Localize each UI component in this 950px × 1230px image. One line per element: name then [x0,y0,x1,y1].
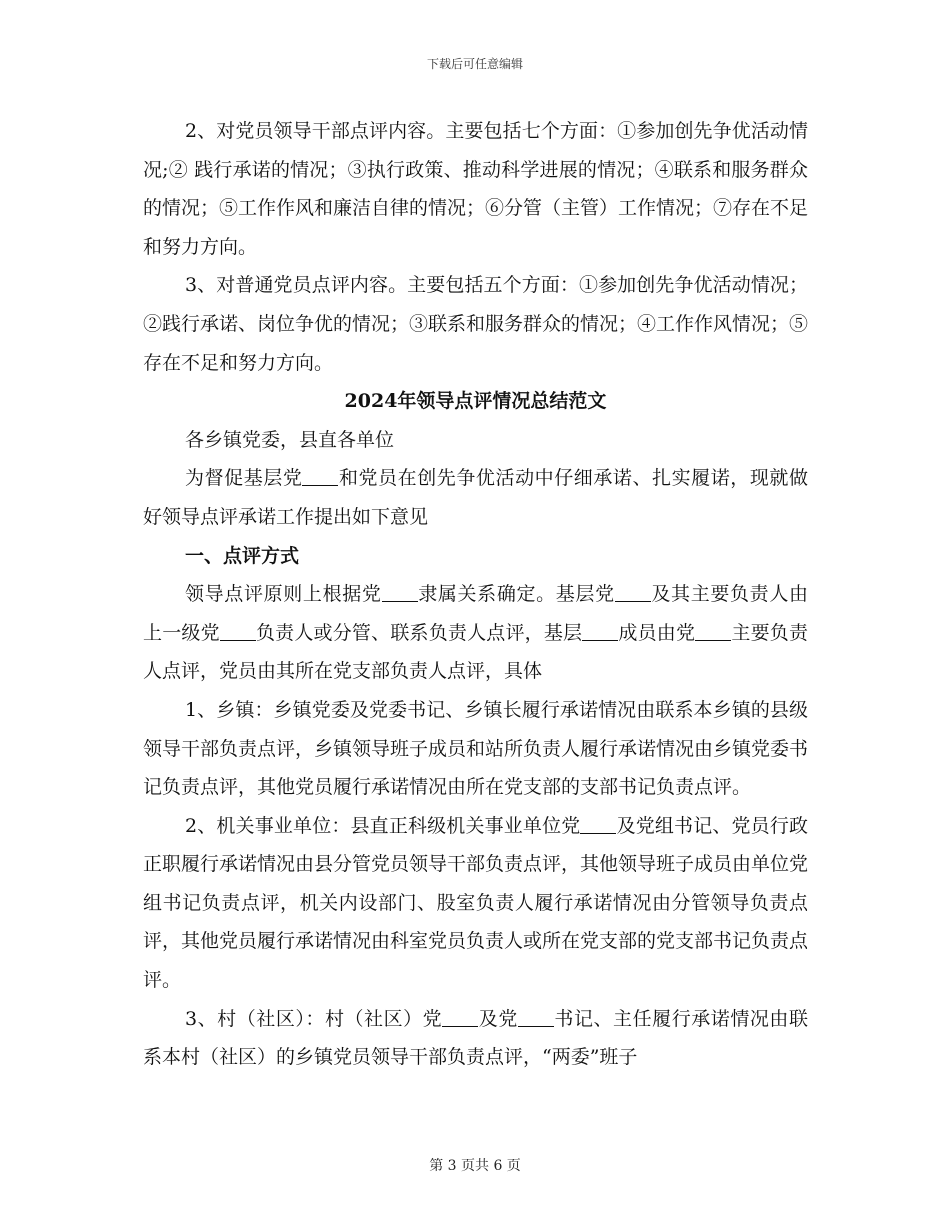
page-footer: 第 3 页共 6 页 [429,1158,521,1174]
item-village: 3、村（社区）：村（社区）党 及党 书记、主任履行承诺情况由联系本村（社区）的乡镇党员领导干部负责点评，“两委”班子 [143,1007,808,1069]
blank-line [442,1008,478,1027]
item-institutions: 2、机关事业单位：县直正科级机关事业单位党 及党组书记、党员行政正职履行承诺情况由县分管党员领导干部负责点评，其他领导班子成员由单位党组书记负责点评，机关内设部门、股室负责人履行承诺情况由分管领导负责点评，其他党员履行承诺情况由科室党员负责人或所在党支部的党支部书记负责点评。 [143,814,809,992]
document-body [143,112,808,1077]
blank-line [582,622,618,641]
blank-line [220,622,256,641]
method-paragraph: 领导点评原则上根据党 隶属关系确定。基层党 及其主要负责人由上一级党 负责人或分管、联系负责人点评，基层 成员由党 主要负责人点评，党员由其所在党支部负责人点评，具体 [143,583,808,683]
paragraph-leader-content: 2、对党员领导干部点评内容。主要包括七个方面：①参加创先争优活动情况;② 践行承诺的情况；③执行政策、推动科学进展的情况；④联系和服务群众的情况；⑤工作作风和廉洁自律的情况；⑥分管（主管）工作情况；⑦存在不足和努力方向。 [143,120,809,258]
blank-line [695,622,731,641]
document-title: 2024年领导点评情况总结范文 [344,390,607,413]
blank-line [302,467,338,486]
intro-paragraph: 为督促基层党 和党员在创先争优活动中仔细承诺、扎实履诺，现就做好领导点评承诺工作提出如下意见 [143,467,808,528]
page-header: 下载后可任意编辑 [426,57,523,71]
blank-line [615,583,651,602]
salutation: 各乡镇党委，县直各单位 [185,428,395,451]
blank-line [382,583,418,602]
blank-line [580,815,616,834]
blank-line [518,1008,554,1027]
item-township: 1、乡镇：乡镇党委及党委书记、乡镇长履行承诺情况由联系本乡镇的县级领导干部负责点评，乡镇领导班子成员和站所负责人履行承诺情况由乡镇党委书记负责点评，其他党员履行承诺情况由所在党支部的支部书记负责点评。 [143,698,809,799]
section-heading: 一、点评方式 [185,544,300,567]
paragraph-member-content: 3、对普通党员点评内容。主要包括五个方面：①参加创先争优活动情况；②践行承诺、岗位争优的情况；③联系和服务群众的情况；④工作作风情况；⑤存在不足和努力方向。 [143,274,809,374]
